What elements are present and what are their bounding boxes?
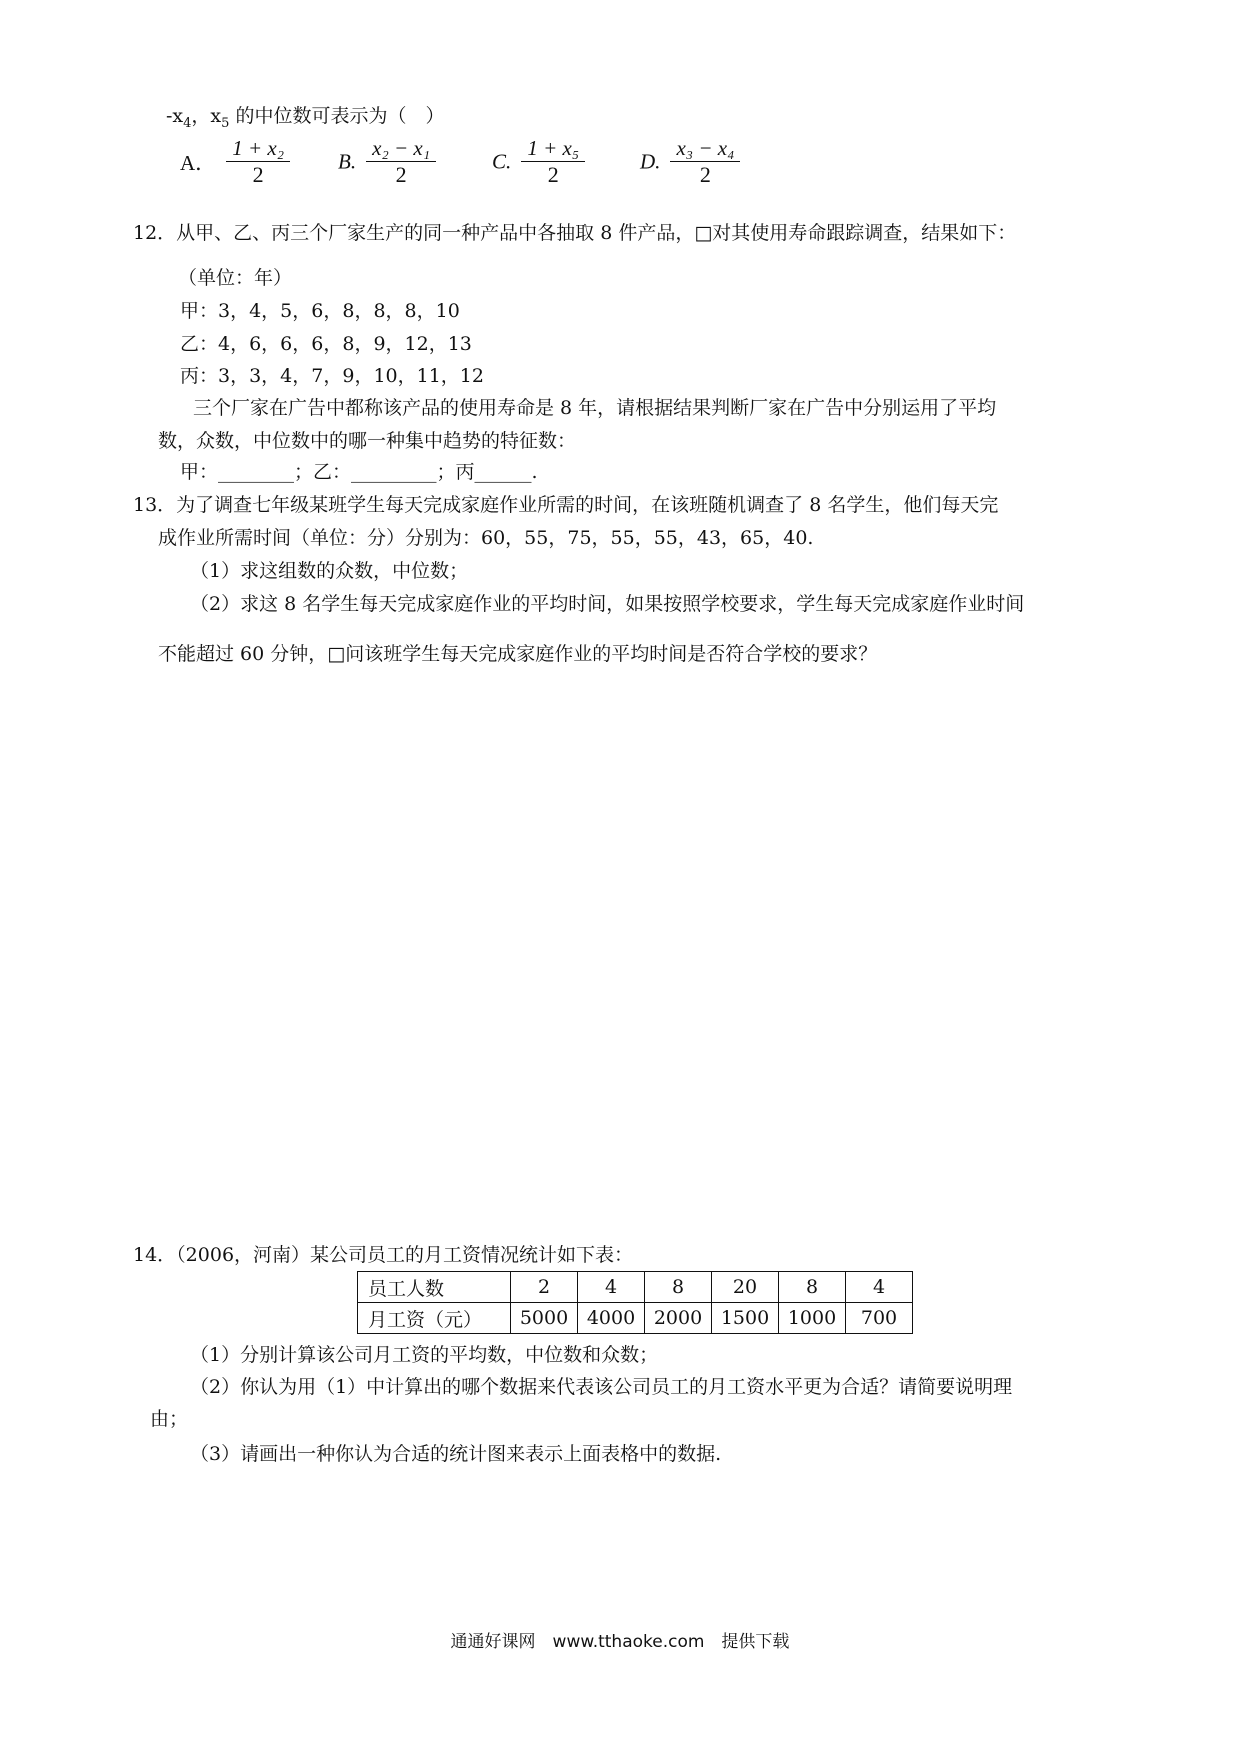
q12-jia-data: 甲：3，4，5，6，8，8，8，10 [180,300,460,322]
table-cell: 700 [846,1303,913,1334]
table-row [358,1303,913,1334]
table-row [358,1272,913,1303]
q12-yi-data: 乙：4，6，6，6，8，9，12，13 [180,333,472,355]
q13-part-2-cont: 不能超过 60 分钟，□问该班学生每天完成家庭作业的平均时间是否符合学校的要求？ [158,643,878,665]
q14-part-2: （2）你认为用（1）中计算出的哪个数据来代表该公司员工的月工资水平更为合适？请简要说明理 [190,1376,1013,1398]
q13-stem-cont: 成作业所需时间（单位：分）分别为：60，55，75，55，55，43，65，40. [158,527,814,549]
table-cell: 4000 [578,1303,645,1334]
q13-stem: 13．为了调查七年级某班学生每天完成家庭作业所需的时间，在该班随机调查了 8 名学生，他们每天完 [133,494,999,516]
q12-bing-data: 丙：3，3，4，7，9，10，11，12 [180,365,484,387]
q11-stem: $-x_4$，$x_5$ 的中位数可表示为（ ） [166,105,445,131]
table-cell: 20 [712,1272,779,1303]
table-cell: 1500 [712,1303,779,1334]
row-header-wage: 月工资（元） [358,1303,511,1334]
q14-part-1: （1）分别计算该公司月工资的平均数，中位数和众数； [190,1344,659,1366]
wage-table [357,1271,913,1334]
q14-part-3: （3）请画出一种你认为合适的统计图来表示上面表格中的数据. [190,1443,722,1465]
table-cell: 2000 [645,1303,712,1334]
table-cell: 4 [578,1272,645,1303]
table-cell: 4 [846,1272,913,1303]
table-cell: 2 [511,1272,578,1303]
q12-answer-blanks: 甲：________；乙：_________；丙______. [180,461,538,483]
q13-part-2: （2）求这 8 名学生每天完成家庭作业的平均时间，如果按照学校要求，学生每天完成家庭作业时间 [190,593,1025,615]
q12-description-cont: 数，众数，中位数中的哪一种集中趋势的特征数： [158,430,577,452]
q11-option-d: D. $\frac{\text{x₃ − x₄}}{2}$ [640,136,740,188]
table-cell: 1000 [779,1303,846,1334]
q13-part-1: （1）求这组数的众数，中位数； [190,560,469,582]
q12-unit: （单位：年） [178,267,293,289]
q12-description: 三个厂家在广告中都称该产品的使用寿命是 8 年，请根据结果判断厂家在广告中分别运用了平均 [193,397,997,419]
q12-stem: 12．从甲、乙、丙三个厂家生产的同一种产品中各抽取 8 件产品，□对其使用寿命跟踪调查，结果如下： [133,222,1017,244]
row-header-employees: 员工人数 [358,1272,511,1303]
table-cell: 8 [645,1272,712,1303]
q14-part-2-cont: 由； [150,1408,189,1430]
q11-option-c: C. $\frac{\text{1 + x₅}}{2}$ [492,136,585,188]
q11-option-b: B. $\frac{\text{x₂ − x₁}}{2}$ [338,136,436,188]
table-cell: 5000 [511,1303,578,1334]
table-cell: 8 [779,1272,846,1303]
footer-source: 通通好课网 www.tthaoke.com 提供下载 [450,1632,790,1652]
q14-stem: 14．（2006，河南）某公司员工的月工资情况统计如下表： [133,1244,634,1266]
q11-option-a: A． $\frac{\text{1 + x₂}}{2}$ [180,136,290,188]
